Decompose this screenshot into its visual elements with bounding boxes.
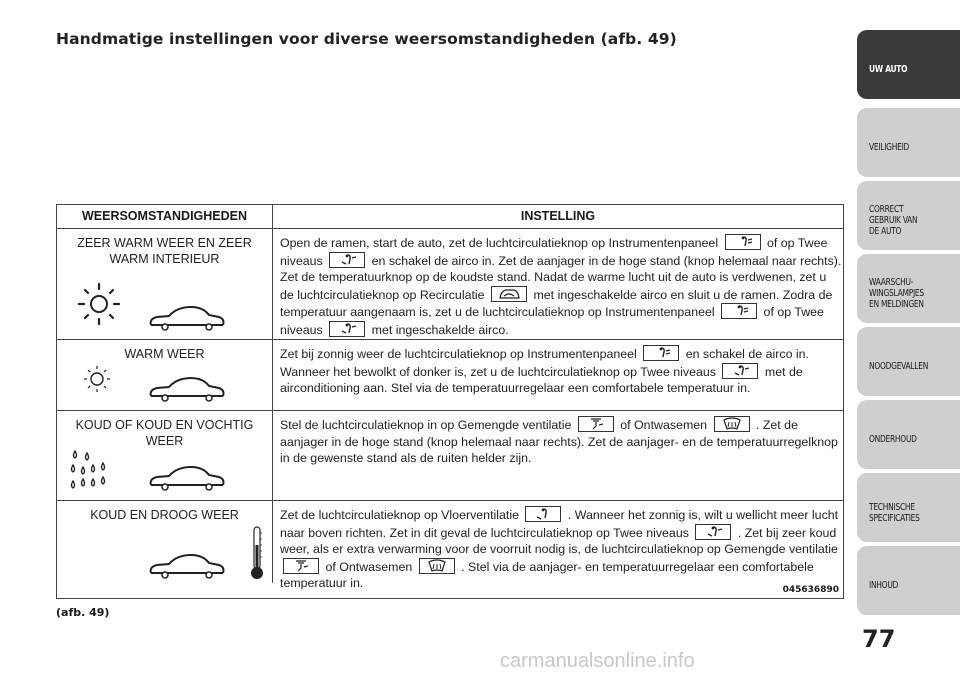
header-conditions: WEERSOMSTANDIGHEDEN	[57, 205, 273, 229]
car-icon	[147, 463, 227, 493]
tab-onderhoud[interactable]: ONDERHOUD	[857, 400, 960, 469]
setting-text: Stel de luchtcirculatieknop in op Gemengde ventilatie of Ontwasemen . Zet de aanjager in de hoge stand (knop helemaal naar rechts). Zet de aanjager- en de temperatuurregelknop in de gewenste stand als de ruiten helder zijn.	[280, 418, 838, 466]
figure-caption: (afb. 49)	[56, 606, 110, 619]
page-number: 77	[862, 625, 896, 653]
dashboard-vent-icon	[725, 234, 761, 250]
sun-small-icon	[77, 362, 117, 396]
tab-noodgevallen[interactable]: NOODGEVALLEN	[857, 327, 960, 396]
dashboard-vent-icon	[721, 303, 757, 319]
condition-label: ZEER WARM WEER EN ZEER WARM INTERIEUR	[77, 236, 252, 266]
condition-label: WARM WEER	[124, 347, 205, 361]
defrost-icon	[714, 416, 750, 432]
condition-label: KOUD EN DROOG WEER	[90, 508, 239, 522]
raindrops-icon	[67, 449, 117, 497]
condition-label: KOUD OF KOUD EN VOCHTIG WEER	[75, 418, 254, 448]
header-settings: INSTELLING	[273, 205, 843, 229]
bilevel-vent-icon	[722, 363, 758, 379]
car-icon	[147, 303, 227, 333]
defrost-icon	[419, 558, 455, 574]
bilevel-vent-icon	[329, 321, 365, 337]
mixed-vent-icon	[283, 558, 319, 574]
image-code: 045636890	[782, 585, 839, 595]
weather-settings-table	[56, 204, 844, 599]
mixed-vent-icon	[578, 416, 614, 432]
setting-text: Zet bij zonnig weer de luchtcirculatieknop op Instrumentenpaneel en schakel de airco in. Wanneer het bewolkt of donker is, zet u de luchtcirculatieknop op Twee niveaus met de airconditioning aan. Stel via de temperatuurregelaar een comfortabele temperatuur in.	[280, 347, 809, 396]
bilevel-vent-icon	[329, 252, 365, 268]
tab-technische-specificaties[interactable]: TECHNISCHE SPECIFICATIES	[857, 473, 960, 542]
car-icon	[147, 551, 227, 581]
tab-inhoud[interactable]: INHOUD	[857, 546, 960, 615]
car-icon	[147, 374, 227, 404]
recirculation-icon	[491, 286, 527, 302]
sun-large-icon	[69, 279, 129, 329]
setting-text: Open de ramen, start de auto, zet de luchtcirculatieknop op Instrumentenpaneel of op Twee niveaus en schakel de airco in. Zet de aanjager in de hoge stand (knop helemaal naar rechts). Zet de temperatuurknop op de koudste stand. Nadat de warme lucht uit de auto is verdwenen, zet u de luchtcirculatieknop op Recirculatie met ingeschakelde airco en sluit u de ramen. Zodra de temperatuur aangenaam is, zet u de luchtcirculatieknop op Instrumentenpaneel of op Twee niveaus met ingeschakelde airco.	[280, 236, 842, 337]
table-row	[57, 411, 843, 501]
tab-veiligheid[interactable]: VEILIGHEID	[857, 108, 960, 177]
page-title: Handmatige instellingen voor diverse weersomstandigheden (afb. 49)	[56, 30, 677, 48]
table-row	[57, 340, 843, 411]
setting-text: Zet de luchtcirculatieknop op Vloerventilatie . Wanneer het zonnig is, wilt u wellicht meer lucht naar boven richten. Zet in dit geval de luchtcirculatieknop op Twee niveaus . Zet bij zeer koud weer, als er extra verwarming voor de voorruit nodig is, de luchtcirculatieknop op Gemengde ventilatie of Ontwasemen . Stel via de aanjager- en temperatuurregelaar een comfortabele temperatuur in.	[280, 508, 839, 591]
floor-vent-icon	[525, 506, 561, 522]
dashboard-vent-icon	[643, 345, 679, 361]
bilevel-vent-icon	[695, 524, 731, 540]
watermark: carmanualsonline.info	[500, 650, 695, 672]
table-row	[57, 229, 843, 340]
thermometer-icon	[249, 525, 265, 581]
tab-waarschuwingslampjes[interactable]: WAARSCHU- WINGSLAMPJES EN MELDINGEN	[857, 254, 960, 323]
tab-uw-auto[interactable]: UW AUTO	[857, 30, 960, 99]
tab-correct-gebruik[interactable]: CORRECT GEBRUIK VAN DE AUTO	[857, 181, 960, 250]
